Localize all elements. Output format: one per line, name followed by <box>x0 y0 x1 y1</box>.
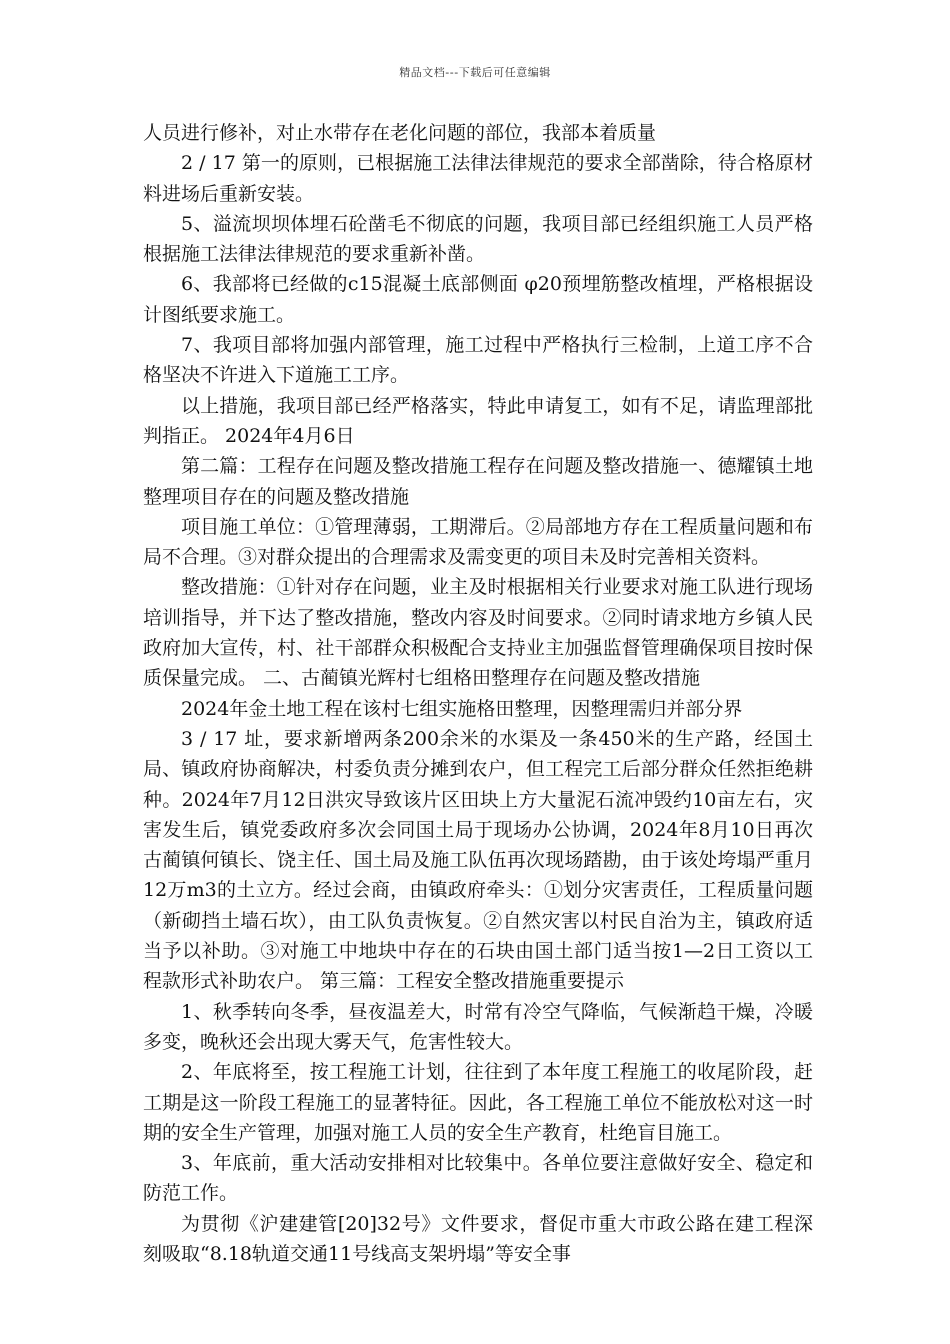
paragraph-15: 为贯彻《沪建建管[20]32号》文件要求，督促市重大市政公路在建工程深刻吸取“8.18轨道交通11号线高支架坍塌”等安全事 <box>143 1212 813 1265</box>
paragraph-4: 6、我部将已经做的c15混凝土底部侧面 φ20预埋筋整改植埋，严格根据设计图纸要求施工。 <box>143 273 813 326</box>
paragraph-7: 第二篇：工程存在问题及整改措施工程存在问题及整改措施一、德耀镇土地整理项目存在的问题及整改措施 <box>143 455 813 508</box>
paragraph-10: 2024年金土地工程在该村七组实施格田整理，因整理需归并部分界 <box>181 697 743 720</box>
paragraph-5: 7、我项目部将加强内部管理，施工过程中严格执行三检制，上道工序不合格坚决不许进入下道施工工序。 <box>143 334 813 387</box>
paragraph-12: 1、秋季转向冬季，昼夜温差大，时常有冷空气降临，气候渐趋干燥，冷暖多变，晚秋还会出现大雾天气，危害性较大。 <box>143 1000 813 1053</box>
paragraph-13: 2、年底将至，按工程施工计划，往往到了本年度工程施工的收尾阶段，赶工期是这一阶段工程施工的显著特征。因此，各工程施工单位不能放松对这一时期的安全生产管理，加强对施工人员的安全生产教育，杜绝盲目施工。 <box>143 1061 813 1144</box>
paragraph-1: 人员进行修补，对止水带存在老化问题的部位，我部本着质量 <box>143 122 657 144</box>
paragraph-14: 3、年底前，重大活动安排相对比较集中。各单位要注意做好安全、稳定和防范工作。 <box>143 1152 813 1205</box>
paragraph-8: 项目施工单位：①管理薄弱，工期滞后。②局部地方存在工程质量问题和布局不合理。③对群众提出的合理需求及需变更的项目未及时完善相关资料。 <box>143 515 813 569</box>
paragraph-11: 3 / 17 址，要求新增两条200余米的水渠及一条450米的生产路，经国土局、镇政府协商解决，村委负责分摊到农户，但工程完工后部分群众任然拒绝耕种。2024年7月12日洪灾导致该片区田块上方大量泥石流冲毁约10亩左右，灾害发生后，镇党委政府多次会同国土局于现场办公协调，2024年8月10日再次古蔺镇何镇长、饶主任、国土局及施工队伍再次现场踏勘，由于该处垮塌严重月12万m3的土立方。经过会商，由镇政府牵头：①划分灾害责任，工程质量问题（新砌挡土墙石坎），由工队负责恢复。②自然灾害以村民自治为主，镇政府适当予以补助。③对施工中地块中存在的石块由国土部门适当按1—2日工资以工程款形式补助农户。 第三篇：工程安全整改措施重要提示 <box>143 727 813 993</box>
page-header: 精品文档---下载后可任意编辑 <box>399 66 551 79</box>
paragraph-2: 2 / 17 第一的原则，已根据施工法律法律规范的要求全部凿除，待合格原材料进场后重新安装。 <box>143 152 813 205</box>
document-body <box>143 118 813 1269</box>
paragraph-9: 整改措施：①针对存在问题，业主及时根据相关行业要求对施工队进行现场培训指导，并下达了整改措施，整改内容及时间要求。②同时请求地方乡镇人民政府加大宣传，村、社干部群众积极配合支持业主加强监督管理确保项目按时保质保量完成。 二、古蔺镇光辉村七组格田整理存在问题及整改措施 <box>143 576 813 690</box>
paragraph-3: 5、溢流坝坝体埋石砼凿毛不彻底的问题，我项目部已经组织施工人员严格根据施工法律法律规范的要求重新补凿。 <box>143 212 813 266</box>
paragraph-6: 以上措施，我项目部已经严格落实，特此申请复工，如有不足，请监理部批判指正。 2024年4月6日 <box>143 394 813 447</box>
